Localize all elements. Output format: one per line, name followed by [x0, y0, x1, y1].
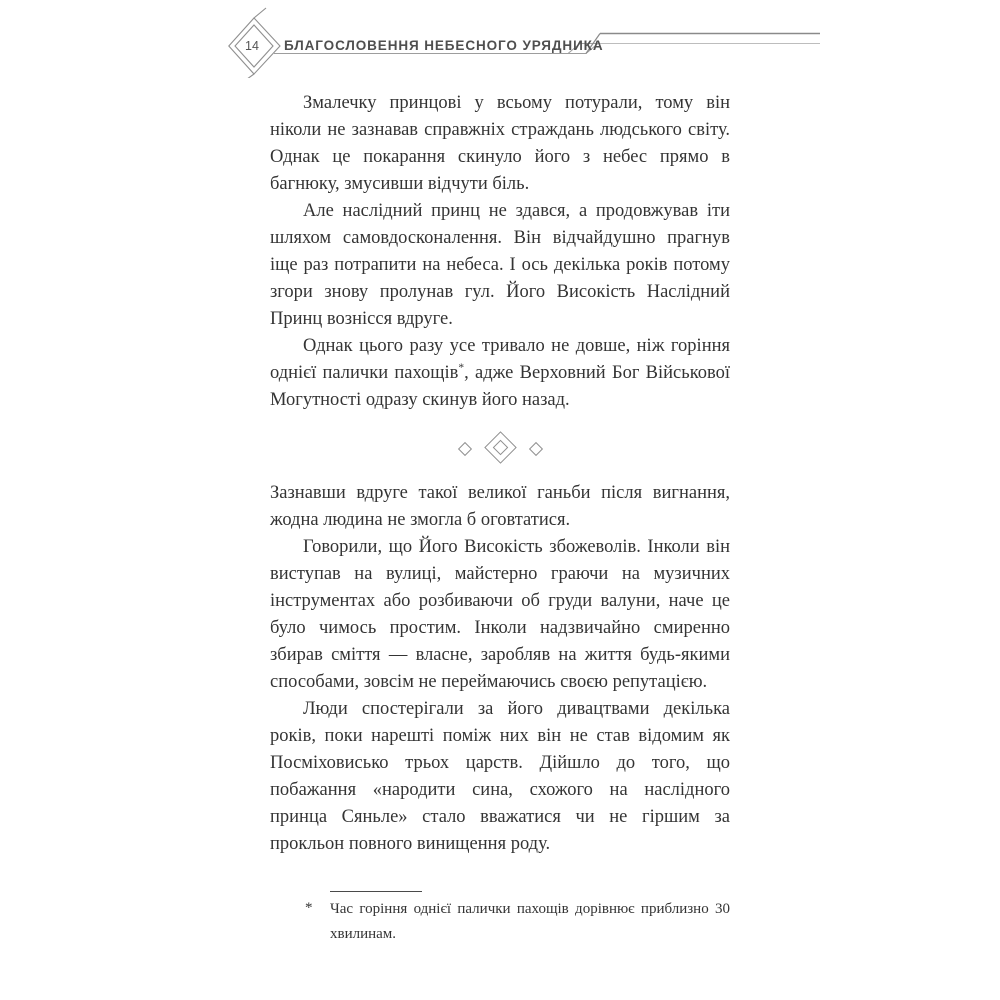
- paragraph-3: [270, 333, 730, 414]
- body-text: [270, 90, 730, 858]
- small-diamond-icon: [457, 442, 471, 456]
- inner-diamond-icon: [492, 439, 508, 455]
- footnote-separator-rule: [330, 891, 422, 892]
- footnote: [270, 884, 730, 947]
- page-number: 14: [245, 39, 259, 53]
- footnote-body: [270, 897, 730, 947]
- footnote-reference-marker: *: [458, 361, 465, 374]
- small-diamond-icon: [528, 442, 542, 456]
- section-divider: [270, 414, 730, 480]
- paragraph-1: Змалечку принцові у всьому потурали, тому він ніколи не зазнавав справжніх страждань людського світу. Однак це покарання скинуло його з небес прямо в багнюку, змусивши відчути біль.: [270, 93, 730, 194]
- paragraph-3-text-cont: , адже Верховний Бог Військової Могутності одразу скинув його назад.: [270, 363, 730, 410]
- footnote-marker: *: [305, 900, 313, 916]
- paragraph-3-text: Однак цього разу усе тривало не довше, ніж горіння однієї палички пахощів: [270, 336, 730, 383]
- paragraph-4: Зазнавши вдруге такої великої ганьби після вигнання, жодна людина не змогла б оговтатися.: [270, 483, 730, 530]
- nested-diamond-icon: [484, 431, 517, 464]
- paragraph-2: Але наслідний принц не здався, а продовжував іти шляхом самовдосконалення. Він відчайдушно прагнув іще раз потрапити на небеса. І ось декілька років потому згори знову пролунав гул. Його Високість Наслідний Принц вознісся вдруге.: [270, 201, 730, 329]
- paragraph-5: Говорили, що Його Високість збожеволів. Інколи він виступав на вулиці, майстерно граючи на музичних інструментах або розбиваючи об груди валуни, наче це було чимось простим. Інколи надзвичайно смиренно збирав сміття — власне, заробляв на життя будь-якими способами, зовсім не переймаючись своєю репутацією.: [270, 537, 730, 692]
- running-header-title: БЛАГОСЛОВЕННЯ НЕБЕСНОГО УРЯДНИКА: [284, 38, 604, 53]
- paragraph-6: Люди спостерігали за його дивацтвами декілька років, поки нарешті поміж них він не став відомим як Посміховисько трьох царств. Дійшло до того, що побажання «народити сина, схожого на наслідного принца Сяньле» стало вважатися чи не гіршим за прокльон повного винищення роду.: [270, 699, 730, 854]
- footnote-text: Час горіння однієї палички пахощів дорівнює приблизно 30 хвилинам.: [330, 901, 730, 942]
